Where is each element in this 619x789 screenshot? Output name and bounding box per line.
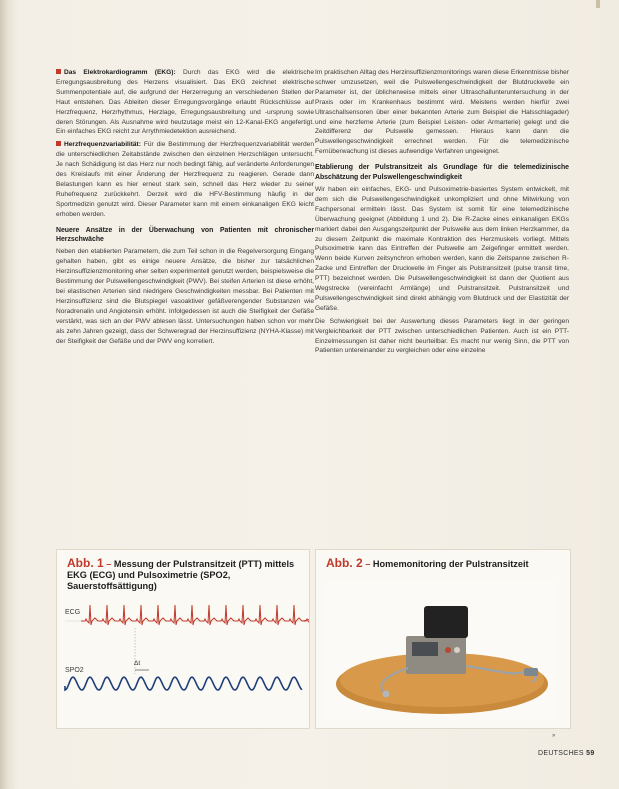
- homemonitoring-device-photo: [326, 580, 558, 720]
- page-footer: [538, 750, 595, 757]
- ptt-signal-plot: [57, 550, 309, 728]
- page-edge-mark: [596, 0, 600, 8]
- figure-1-number: Abb. 1: [67, 556, 104, 570]
- delta-t-label: Δt: [134, 660, 141, 667]
- paragraph-system: Wir haben ein einfaches, EKG- und Pulsoximetrie-basiertes System entwickelt, mit dem sich die Pulswellengeschwindigkeit unkompliziert und ohne Mitwirkung von Fachpersonal ermitteln lässt. Das System ist somit für eine telemedizinische Überwachung geeignet (Abbildung 1 und 2). Die R-Zacke eines einkanaligen EKGs markiert dabei den Ausgangszeitpunkt der Pulswelle aus dem linken Herzkammer, da zu diesem Zeitpunkt die maximale Kontraktion des Herzmuskels vorliegt. Mittels Pulsoximetrie kann das Eintreffen der Pulswelle am Zeigefinger ermittelt werden. Wenn beide Kurven zeitsynchron erhoben werden, kann die Zeitspanne zwischen R-Zacke und Eintreffen der Druckwelle im Finger als Pulstransitzeit (pulse transit time, PTT) bezeichnet werden. Die Pulswellengeschwindigkeit ist dann der Quotient aus Wegstrecke (vereinfacht Armlänge) und Pulstransitzeit. Pulstransitzeit und Pulswellengeschwindigkeit sind direkt abhängig vom Blutdruck und der Elastizität der Gefäße.: [315, 185, 569, 312]
- figure-1-caption: Messung der Pulstransitzeit (PTT) mittels EKG (ECG) und Pulsoximetrie (SPO2, Sauerstoffsättigung): [67, 559, 295, 591]
- ecg-trace: [81, 605, 309, 625]
- figure-2-box: [315, 549, 571, 729]
- spo2-label: SPO2: [65, 667, 84, 674]
- device-knob-image: [445, 647, 451, 653]
- figure-1-box: [56, 549, 310, 729]
- figure-2-number: Abb. 2: [326, 556, 363, 570]
- device-display-image: [412, 642, 438, 656]
- black-pouch-image: [424, 606, 468, 638]
- right-text-column: [315, 68, 569, 359]
- page-number: 59: [586, 750, 595, 757]
- device-illustration: [326, 580, 558, 720]
- paragraph-auswertung: Die Schwierigkeit bei der Auswertung dieses Parameters liegt in der geringen Vergleichbarkeit der PTT zwischen unterschiedlichen Patienten. Auch ist ein PTT-Einzelmessungen ist daher nicht beurteilbar. Es macht nur wenig Sinn, die PTT von Patienten untereinander zu vergleichen oder eine einzelne: [315, 317, 569, 355]
- text-ekg: Durch das EKG wird die elektrische Erregungsausbreitung des Herzens visualisiert. Das EKG zeichnet elektrische Summenpotentiale auf, die aufgrund der Herzerregung an verschiedenen Stellen der Haut entstehen. Das Ableiten dieser Erregungsvorgänge erlaubt Rückschlüsse auf Herzfrequenz, Herzrhythmus, Herzlage, Erregungsausbreitung und -ursprung sowie deren Störungen. Als Ausnahme wird heutzutage meist ein 12-Kanal-EKG angefertigt. Ein einfaches EKG reicht zur Arrythmiedetektion ausreichend.: [56, 69, 314, 136]
- paragraph-pwv: Neben den etablierten Parametern, die zum Teil schon in die Regelversorgung Eingang gehalten haben, gibt es einige neuere Ansätze, die bisher zur tatsächlichen Herzinsuffizienzmonitoring eher selten experimentell genutzt werden, beispielsweise die Bestimmung der Pulswellengeschwindigkeit (PWV). Bei steifen Arterien ist diese erhöht, bei elastischen Arterien sind niedrigere Geschwindigkeiten messbar. Bei Patienten mit Herzinsuffizienz sind die Blutspiegel vasoaktiver gefäßverengender Substanzen wie Noradrenalin und Angiotensin erhöht. Infolgedessen ist auch die Steifigkeit der Gefäße verstärkt, was sich an der PWV ablesen lässt. Untersuchungen haben schon vor mehr als zehn Jahren gezeigt, dass der Schweregrad der Herzinsuffizienz (NYHA-Klasse) mit der Steifigkeit der Gefäße und der PWV eng korreliert.: [56, 248, 314, 345]
- heading-neuere-ansaetze: Neuere Ansätze in der Überwachung von Patienten mit chronischer Herzschwäche: [56, 226, 314, 243]
- finger-sensor-image: [524, 668, 538, 676]
- figure-2-caption: Homemonitoring der Pulstransitzeit: [372, 559, 529, 569]
- page-spine: [0, 0, 8, 789]
- journal-name: DEUTSCHES: [538, 750, 584, 757]
- device-button-image: [454, 647, 460, 653]
- spo2-trace: [65, 677, 302, 690]
- term-hfv: Herzfrequenzvariabilität:: [64, 141, 141, 149]
- paragraph-ekg: [56, 68, 314, 137]
- ecg-electrode-image: [383, 691, 390, 698]
- bullet-square-icon: [56, 141, 61, 146]
- paragraph-alltag: Im praktischen Alltag des Herzinsuffizienzmonitorings waren diese Erkenntnisse bisher schwer umzusetzen, weil die Pulswellengeschwindigkeit der Blutdruckwelle ein Parameter ist, der üblicherweise mittels einer Ultraschallunteruntersuchung in der Praxis oder im Krankenhaus bestimmt wird. Meistens werden hierfür zwei Ultraschallsensoren über einer bekannten Arterie zum Beispiel die Halsschlagader) und eine herzferne Arterie (zum Beispiel Leisten- oder Armarterie) gelegt und die Zeitdifferenz der Pulswelle gemessen. Hieraus kann dann die Pulswellengeschwindigkeit errechnet werden. Für die telemedizinische Fernüberwachung ist dieses aufwendige Verfahren ungeeignet.: [315, 69, 569, 156]
- text-hfv: Für die Bestimmung der Herzfrequenzvariabilität werden die unterschiedlichen Zeitabstände zwischen den einzelnen Herzschlägen untersucht. Je nach Schädigung ist das Herz nur noch bedingt fähig, auf veränderte Anforderungen des Kreislaufs mit einer Änderung der Herzfrequenz zu reagieren. Gerade dann Belastungen kann es hier erneut stark sein, schnell das Herz wieder zu seiner Ruhefrequenz zurückkehrt. Derzeit wird die HFV-Bestimmung häufig in der Sportmedizin genutzt wird. Dieser Parameter kann mit einem einkanaligen EKG leicht erhoben werden.: [56, 141, 314, 218]
- heading-pulstransitzeit: Etablierung der Pulstransitzeit als Grundlage für die telemedizinische Abschätzung der Pulswellengeschwindigkeit: [315, 164, 569, 181]
- bullet-square-icon: [56, 69, 61, 74]
- paragraph-hfv: [56, 140, 314, 219]
- figure-1-title: Abb. 1 – Messung der Pulstransitzeit (PTT) mittels EKG (ECG) und Pulsoximetrie (SPO2, Sauerstoffsättigung): [67, 556, 295, 591]
- term-ekg: Das Elektrokardiogramm (EKG):: [64, 69, 176, 76]
- figure-2-title: Abb. 2 – Homemonitoring der Pulstransitzeit: [326, 556, 529, 570]
- left-text-column: [56, 68, 314, 349]
- continue-marker: »: [552, 733, 556, 739]
- ecg-label: ECG: [65, 609, 81, 616]
